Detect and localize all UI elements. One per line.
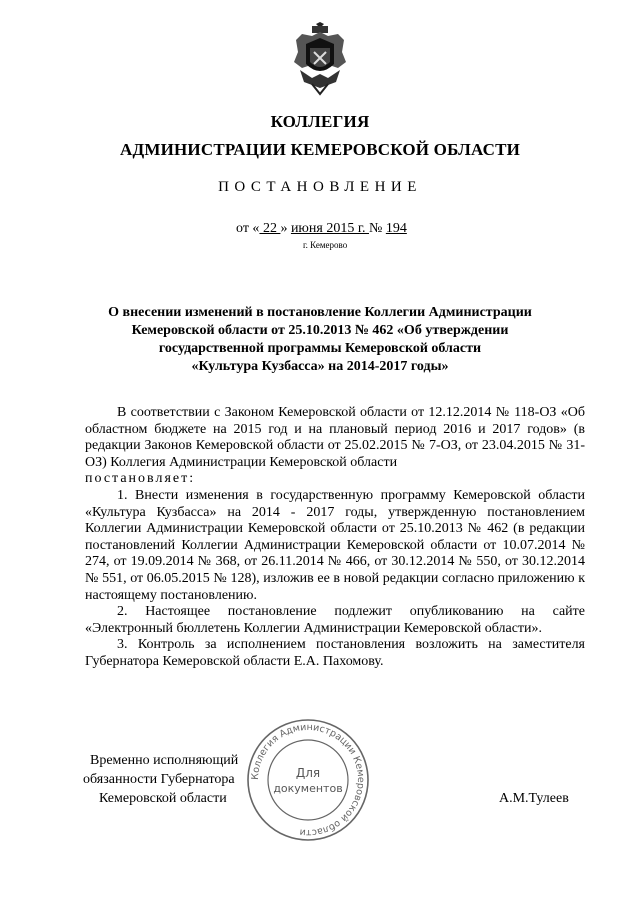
signature-title-line1: Временно исполняющий <box>90 753 239 768</box>
document-type: ПОСТАНОВЛЕНИЕ <box>218 179 422 195</box>
document-number: 194 <box>385 221 407 236</box>
decision-word: постановляет: <box>85 471 196 487</box>
date-number-line <box>236 221 407 237</box>
date-mid: » <box>280 221 291 236</box>
subject-line3: государственной программы Кемеровской области <box>158 341 482 356</box>
stamp-center-line1: Для <box>295 766 321 780</box>
item-3: 3. Контроль за исполнением постановления возложить на заместителя Губернатора Кемеровской области Е.А. Пахомову. <box>85 637 585 669</box>
document-body <box>85 405 585 671</box>
stamp-center-line2: документов <box>273 782 343 795</box>
city-label: г. Кемерово <box>303 240 348 250</box>
number-sign: № <box>368 221 386 236</box>
signature-title-line3: Кемеровской области <box>99 791 227 806</box>
subject-line1: О внесении изменений в постановление Коллегии Администрации <box>108 305 532 320</box>
item-2: 2. Настоящее постановление подлежит опубликованию на сайте «Электронный бюллетень Коллегии Администрации Кемеровской области». <box>85 604 585 636</box>
date-day: 22 <box>259 221 281 236</box>
round-stamp-icon <box>245 717 371 843</box>
signature-title-line2: обязанности Губернатора <box>83 772 235 787</box>
signatory-name: А.М.Тулеев <box>499 791 569 806</box>
date-month-year: июня 2015 г. <box>290 221 369 236</box>
stamp-ring-text: Коллегия Администрации Кемеровской области <box>249 721 367 839</box>
org-name-line1: КОЛЛЕГИЯ <box>270 112 370 131</box>
subject-line4: «Культура Кузбасса» на 2014-2017 годы» <box>191 359 449 374</box>
subject-line2: Кемеровской области от 25.10.2013 № 462 «Об утверждении <box>131 323 509 338</box>
item-1: 1. Внести изменения в государственную программу Кемеровской области «Культура Кузбасса» на 2014 - 2017 годы, утвержденную постановлением Коллегии Администрации Кемеровской области от 25.10.2013 № 462 (в редакции постановлений Коллегии Администрации Кемеровской области от 10.07.2014 № 274, от 19.09.2014 № 368, от 26.11.2014 № 466, от 30.12.2014 № 550, от 30.12.2014 № 551, от 06.05.2015 № 128), изложив ее в новой редакции согласно приложению к настоящему постановлению. <box>85 487 585 603</box>
date-prefix: от « <box>236 221 260 236</box>
coat-of-arms-icon <box>292 22 348 96</box>
intro-paragraph: В соответствии с Законом Кемеровской области от 12.12.2014 № 118-ОЗ «Об областном бюджете на 2015 год и на плановый период 2016 и 2017 годов» (в редакции Законов Кемеровской области от 25.02.2015 № 7-ОЗ, от 23.04.2015 № 31-ОЗ) Коллегия Администрации Кемеровской области <box>85 405 585 470</box>
org-name-line2: АДМИНИСТРАЦИИ КЕМЕРОВСКОЙ ОБЛАСТИ <box>119 140 521 159</box>
